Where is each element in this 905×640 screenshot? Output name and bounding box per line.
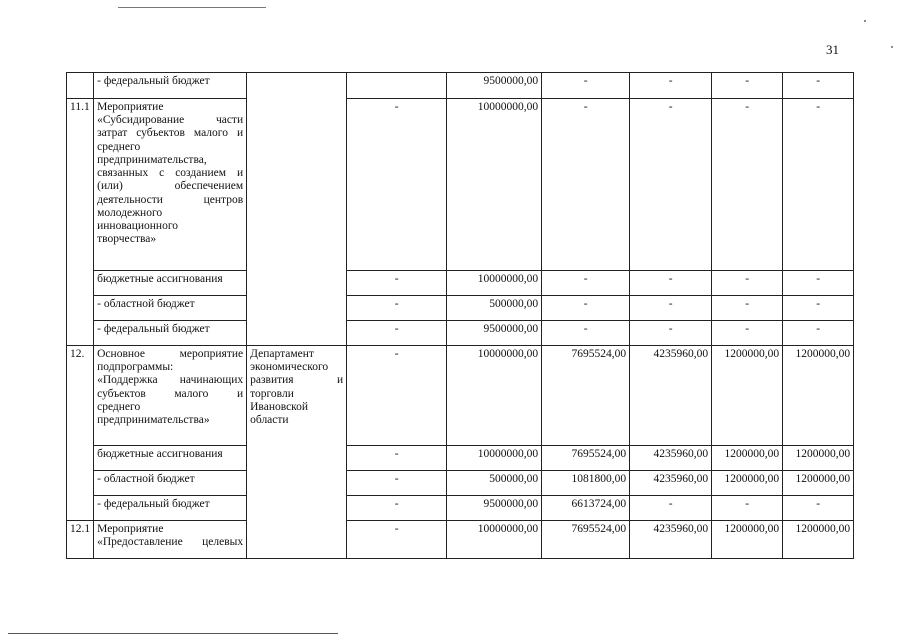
row-description: Мероприятие «Предоставление целевых <box>94 521 247 559</box>
table-row <box>67 321 854 346</box>
value-cell: 4235960,00 <box>630 521 712 559</box>
value-cell: 4235960,00 <box>630 446 712 471</box>
scan-speck <box>891 46 893 48</box>
value-cell: 7695524,00 <box>542 521 630 559</box>
value-cell: - <box>347 296 447 321</box>
row-description: бюджетные ассигнования <box>94 446 247 471</box>
table-row <box>67 73 854 99</box>
value-cell: - <box>712 99 783 271</box>
row-description: - федеральный бюджет <box>94 73 247 99</box>
executor-cell: Департамент экономического развития и торговли Ивановской области <box>247 346 347 559</box>
value-cell: - <box>630 296 712 321</box>
value-cell: - <box>712 296 783 321</box>
value-cell: 10000000,00 <box>447 346 542 446</box>
row-number: 12.1 <box>67 521 94 559</box>
row-description: Мероприятие «Субсидирование части затрат субъектов малого и среднего предпринимательства, связанных с созданием и (или) обеспечением деятельности центров молодежного инновационного творчества» <box>94 99 247 271</box>
value-cell: 10000000,00 <box>447 99 542 271</box>
row-description: - федеральный бюджет <box>94 321 247 346</box>
row-description: - федеральный бюджет <box>94 496 247 521</box>
value-cell: 1200000,00 <box>712 346 783 446</box>
budget-table <box>66 72 854 559</box>
value-cell: 1200000,00 <box>783 521 854 559</box>
value-cell: - <box>630 271 712 296</box>
value-cell: - <box>630 73 712 99</box>
value-cell: - <box>542 99 630 271</box>
value-cell: 4235960,00 <box>630 471 712 496</box>
value-cell: 1200000,00 <box>783 471 854 496</box>
value-cell: - <box>542 321 630 346</box>
row-number: 11.1 <box>67 99 94 346</box>
value-cell: - <box>712 73 783 99</box>
value-cell: 500000,00 <box>447 471 542 496</box>
value-cell: - <box>542 73 630 99</box>
value-cell: - <box>347 346 447 446</box>
value-cell: - <box>783 271 854 296</box>
row-number: 12. <box>67 346 94 521</box>
executor-cell <box>247 73 347 346</box>
table-row <box>67 271 854 296</box>
table-row <box>67 296 854 321</box>
value-cell: - <box>630 99 712 271</box>
value-cell: 10000000,00 <box>447 521 542 559</box>
value-cell: 1200000,00 <box>783 346 854 446</box>
value-cell: 9500000,00 <box>447 496 542 521</box>
value-cell: 10000000,00 <box>447 271 542 296</box>
row-description: - областной бюджет <box>94 471 247 496</box>
value-cell: 1200000,00 <box>712 471 783 496</box>
value-cell: 1200000,00 <box>783 446 854 471</box>
value-cell: - <box>783 321 854 346</box>
value-cell: 10000000,00 <box>447 446 542 471</box>
table-row <box>67 521 854 559</box>
value-cell: - <box>347 471 447 496</box>
value-cell: - <box>783 496 854 521</box>
table-row <box>67 99 854 271</box>
value-cell: 9500000,00 <box>447 321 542 346</box>
value-cell: - <box>712 271 783 296</box>
value-cell: - <box>347 321 447 346</box>
scan-speck <box>864 20 866 22</box>
scan-bottom-rule <box>8 633 338 634</box>
value-cell: 500000,00 <box>447 296 542 321</box>
value-cell: - <box>347 521 447 559</box>
value-cell: - <box>347 446 447 471</box>
value-cell: 7695524,00 <box>542 346 630 446</box>
page-number: 31 <box>826 42 839 57</box>
scan-top-rule <box>118 7 266 8</box>
value-cell: - <box>712 496 783 521</box>
value-cell: 1081800,00 <box>542 471 630 496</box>
value-cell: 7695524,00 <box>542 446 630 471</box>
row-number-cell <box>67 73 94 99</box>
table-row <box>67 346 854 446</box>
table-row <box>67 446 854 471</box>
value-cell: - <box>542 271 630 296</box>
value-cell: - <box>783 99 854 271</box>
value-cell: - <box>347 99 447 271</box>
value-cell: - <box>712 321 783 346</box>
table-row <box>67 471 854 496</box>
value-cell: 1200000,00 <box>712 521 783 559</box>
table-row <box>67 496 854 521</box>
value-cell: - <box>542 296 630 321</box>
value-cell: - <box>347 496 447 521</box>
value-cell: - <box>630 321 712 346</box>
value-cell: - <box>783 73 854 99</box>
value-cell: - <box>347 271 447 296</box>
row-description: - областной бюджет <box>94 296 247 321</box>
value-cell: 4235960,00 <box>630 346 712 446</box>
value-cell: 6613724,00 <box>542 496 630 521</box>
value-cell: 9500000,00 <box>447 73 542 99</box>
value-cell: - <box>783 296 854 321</box>
value-cell: - <box>630 496 712 521</box>
value-cell <box>347 73 447 99</box>
row-description: бюджетные ассигнования <box>94 271 247 296</box>
row-description: Основное мероприятие подпрограммы: «Поддержка начинающих субъектов малого и среднего предпринимательства» <box>94 346 247 446</box>
value-cell: 1200000,00 <box>712 446 783 471</box>
